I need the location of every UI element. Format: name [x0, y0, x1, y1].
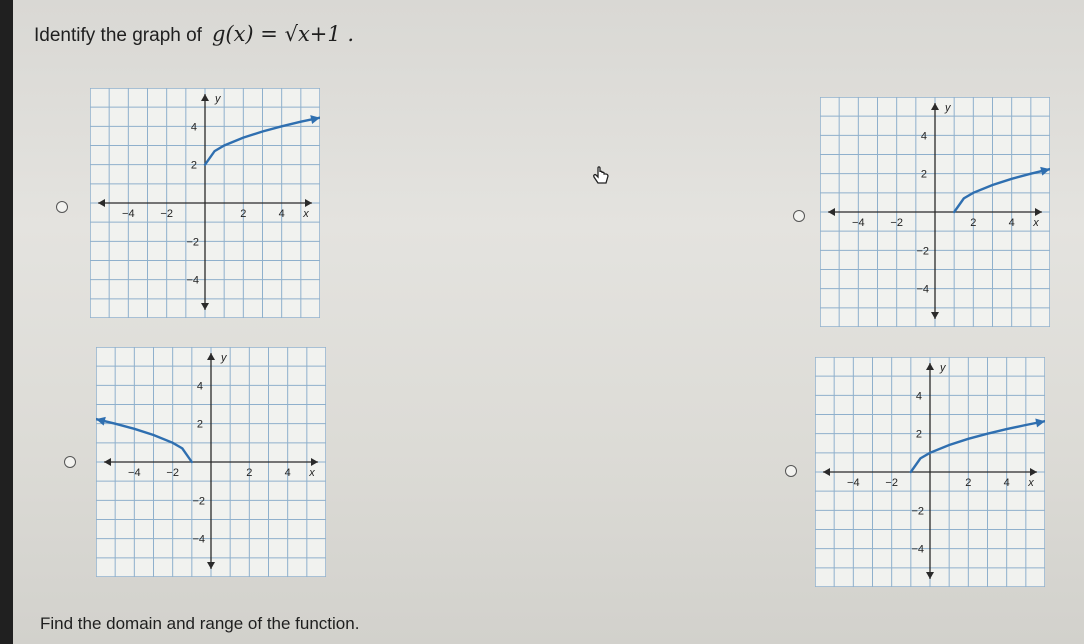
x-tick-label: 2: [240, 208, 247, 220]
screen-bezel: [0, 0, 13, 644]
x-axis-label: x: [303, 208, 309, 220]
y-tick-label: 2: [915, 428, 922, 441]
y-tick-label: 2: [196, 418, 203, 431]
x-tick-label: 2: [965, 477, 972, 489]
graph-option-bottom-right[interactable]: [815, 357, 1045, 587]
question-text: Identify the graph of: [34, 25, 202, 46]
graph-svg: [96, 347, 326, 577]
x-tick-label: 4: [1003, 477, 1010, 489]
option-radio-top-left[interactable]: [56, 201, 68, 213]
domain-range-prompt: Find the domain and range of the function.: [40, 614, 360, 633]
x-tick-label: −4: [122, 208, 135, 220]
option-radio-bottom-left[interactable]: [64, 456, 76, 468]
y-tick-label: 4: [920, 130, 927, 143]
x-tick-label: −4: [847, 477, 860, 489]
y-tick-label: 4: [190, 121, 197, 134]
x-tick-label: −2: [160, 208, 173, 220]
x-tick-label: −4: [128, 467, 141, 479]
x-axis-label: x: [1033, 217, 1039, 229]
y-tick-label: −2: [916, 245, 929, 258]
y-tick-label: −2: [192, 495, 205, 508]
function-expression: g(x) = √x+1 .: [211, 22, 355, 46]
graph-option-bottom-left[interactable]: [96, 347, 326, 577]
y-tick-label: −4: [186, 274, 199, 287]
x-tick-label: −2: [166, 467, 179, 479]
y-axis-label: y: [945, 102, 951, 114]
y-tick-label: −4: [911, 543, 924, 556]
graph-option-top-left[interactable]: [90, 88, 320, 318]
graph-svg: [90, 88, 320, 318]
y-axis-label: y: [221, 352, 227, 364]
y-tick-label: −4: [192, 533, 205, 546]
x-tick-label: 4: [278, 208, 285, 220]
x-axis-label: x: [1028, 477, 1034, 489]
x-tick-label: 4: [284, 467, 291, 479]
hand-pointer-icon: [590, 166, 612, 193]
x-tick-label: −2: [885, 477, 898, 489]
graph-option-top-right[interactable]: [820, 97, 1050, 327]
y-axis-label: y: [940, 362, 946, 374]
graph-svg: [820, 97, 1050, 327]
x-tick-label: −4: [852, 217, 865, 229]
y-tick-label: −4: [916, 283, 929, 296]
y-tick-label: 2: [920, 168, 927, 181]
x-axis-label: x: [309, 467, 315, 479]
y-tick-label: 4: [915, 390, 922, 403]
y-tick-label: 2: [190, 159, 197, 172]
x-tick-label: −2: [890, 217, 903, 229]
x-tick-label: 2: [970, 217, 977, 229]
y-tick-label: 4: [196, 380, 203, 393]
x-tick-label: 2: [246, 467, 253, 479]
y-tick-label: −2: [186, 236, 199, 249]
y-axis-label: y: [215, 93, 221, 105]
x-tick-label: 4: [1008, 217, 1015, 229]
option-radio-bottom-right[interactable]: [785, 465, 797, 477]
option-radio-top-right[interactable]: [793, 210, 805, 222]
y-tick-label: −2: [911, 505, 924, 518]
question-prompt: [34, 22, 354, 47]
graph-svg: [815, 357, 1045, 587]
